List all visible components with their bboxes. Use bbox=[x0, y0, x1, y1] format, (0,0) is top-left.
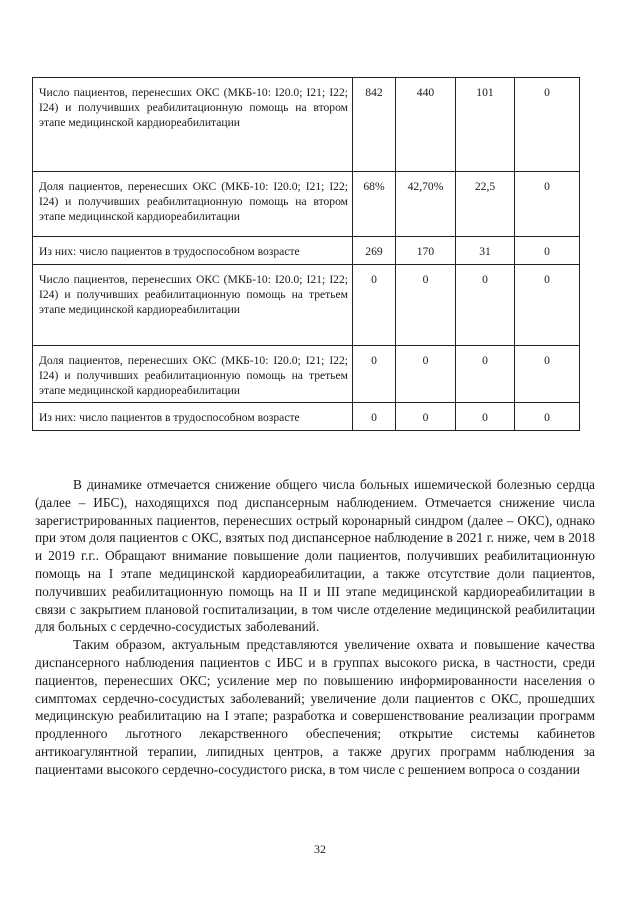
cell-value: 0 bbox=[353, 265, 396, 346]
table-row bbox=[33, 78, 580, 172]
row-label: Из них: число пациентов в трудоспособном возрасте bbox=[33, 403, 353, 431]
table-row bbox=[33, 237, 580, 265]
cell-value: 0 bbox=[515, 346, 580, 403]
paragraph: В динамике отмечается снижение общего числа больных ишемической болезнью сердца (далее – ИБС), находящихся под диспансерным наблюдением. Отмечается снижение числа зарегистрированных пациентов, перенесших острый коронарный синдром (далее – ОКС), однако при этом доля пациентов с ОКС, взятых под диспансерное наблюдение в 2021 г. ниже, чем в 2018 и 2019 г.г.. Обращают внимание повышение доли пациентов, получивших реабилитационную помощь на I этапе медицинской кардиореабилитации, а также отсутствие доли пациентов, получивших реабилитационную помощь на II и III этапе медицинской кардиореабилитации в связи с закрытием плановой госпитализации, в том числе отделение медицинской реабилитации для больных с сердечно-сосудистых заболеваний. bbox=[35, 477, 595, 635]
body-text bbox=[35, 476, 595, 779]
row-label: Число пациентов, перенесших ОКС (МКБ-10: I20.0; I21; I22; I24) и получивших реабилитационную помощь на третьем этапе медицинской кардиореабилитации bbox=[33, 265, 353, 346]
cell-value: 68% bbox=[353, 172, 396, 237]
cell-value: 0 bbox=[515, 172, 580, 237]
cell-value: 440 bbox=[396, 78, 456, 172]
table-row bbox=[33, 172, 580, 237]
table-row bbox=[33, 346, 580, 403]
cell-value: 0 bbox=[515, 78, 580, 172]
cell-value: 0 bbox=[515, 265, 580, 346]
cell-value: 0 bbox=[396, 265, 456, 346]
statistics-table bbox=[32, 77, 580, 431]
page-number: 32 bbox=[314, 842, 326, 856]
cell-value: 0 bbox=[456, 403, 515, 431]
cell-value: 42,70% bbox=[396, 172, 456, 237]
paragraph: Таким образом, актуальным представляются увеличение охвата и повышение качества диспансерного наблюдения пациентов с ИБС и в группах высокого риска, в частности, среди пациентов, перенесших ОКС; усиление мер по повышению информированности населения о симптомах сердечно-сосудистых заболеваний; увеличение доли пациентов с ОКС, прошедших медицинскую реабилитацию на I этапе; разработка и совершенствование реализации программ продленного льготного лекарственного обеспечения; открытие системы кабинетов антикоагулянтной терапии, липидных центров, а также других программ наблюдения за пациентами высокого сердечно-сосудистого риска, в том числе с решением вопроса о создании bbox=[35, 637, 595, 777]
row-label: Доля пациентов, перенесших ОКС (МКБ-10: I20.0; I21; I22; I24) и получивших реабилитационную помощь на втором этапе медицинской кардиореабилитации bbox=[33, 172, 353, 237]
row-label: Число пациентов, перенесших ОКС (МКБ-10: I20.0; I21; I22; I24) и получивших реабилитационную помощь на втором этапе медицинской кардиореабилитации bbox=[33, 78, 353, 172]
cell-value: 101 bbox=[456, 78, 515, 172]
cell-value: 0 bbox=[456, 346, 515, 403]
cell-value: 0 bbox=[396, 403, 456, 431]
cell-value: 0 bbox=[515, 237, 580, 265]
row-label: Из них: число пациентов в трудоспособном возрасте bbox=[33, 237, 353, 265]
row-label: Доля пациентов, перенесших ОКС (МКБ-10: I20.0; I21; I22; I24) и получивших реабилитационную помощь на третьем этапе медицинской кардиореабилитации bbox=[33, 346, 353, 403]
cell-value: 0 bbox=[515, 403, 580, 431]
table-row bbox=[33, 403, 580, 431]
cell-value: 0 bbox=[353, 346, 396, 403]
cell-value: 31 bbox=[456, 237, 515, 265]
cell-value: 0 bbox=[396, 346, 456, 403]
cell-value: 22,5 bbox=[456, 172, 515, 237]
cell-value: 269 bbox=[353, 237, 396, 265]
cell-value: 0 bbox=[353, 403, 396, 431]
table-row bbox=[33, 265, 580, 346]
cell-value: 170 bbox=[396, 237, 456, 265]
cell-value: 842 bbox=[353, 78, 396, 172]
cell-value: 0 bbox=[456, 265, 515, 346]
